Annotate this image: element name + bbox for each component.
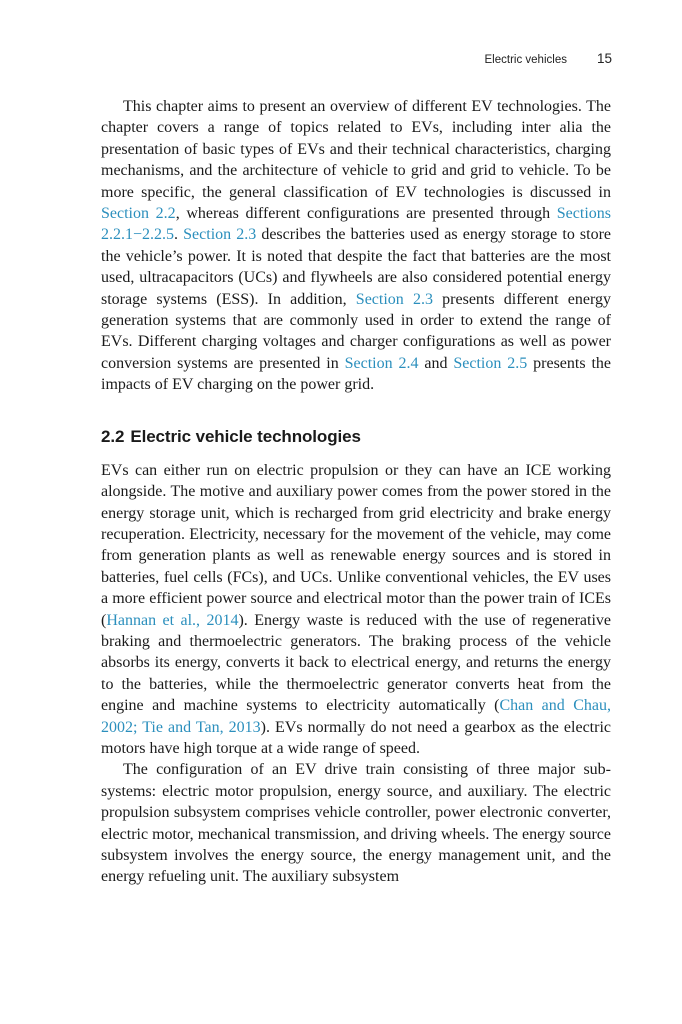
paragraph-text: ). Energy waste is reduced with the use of regenerative braking and thermoelectric generators. The braking process of the vehicle absorbs its energy, converts it back to electrical energy, and returns the energy to the batteries, while the thermoelectric generator converts heat from the engine and machine systems to electricity automatically ( [101, 611, 611, 715]
reference-link[interactable]: Section 2.3 [183, 226, 257, 244]
paragraph-text: presents different energy generation systems that are commonly used in order to extend the range of EVs. Different charging voltages and charger configurations as well as power conversion systems are presented in [101, 290, 611, 372]
paragraph-text: ). EVs normally do not need a gearbox as the electric motors have high torque at a wide range of speed. [101, 718, 612, 757]
page-number: 15 [596, 51, 612, 66]
reference-link[interactable]: Hannan et al., 2014 [106, 611, 239, 629]
running-head [485, 51, 612, 66]
reference-link[interactable]: Section 2.2 [101, 205, 176, 223]
section-heading [101, 427, 611, 447]
paragraph-text: describes the batteries used as energy storage to store the vehicle’s power. It is noted that despite the fact that batteries are the most used, ultracapacitors (UCs) and flywheels are also considered potential energy storage systems (ESS). In addition, [101, 226, 612, 308]
paragraph-ev-technologies [101, 460, 611, 760]
paragraph-text: , whereas different configurations are presented through [175, 205, 557, 223]
body-text [101, 96, 611, 888]
section-title: Electric vehicle technologies [130, 426, 361, 446]
reference-link[interactable]: Section 2.4 [344, 354, 419, 372]
paragraph-text: presents the impacts of EV charging on the power grid. [101, 354, 611, 394]
section-number: 2.2 [101, 426, 125, 446]
running-head-title: Electric vehicles [484, 54, 567, 66]
paragraph-text: The configuration of an EV drive train consisting of three major subsystems: electric motor propulsion, energy source, and auxiliary. The electric propulsion subsystem comprises vehicle controller, power electronic converter, electric motor, mechanical transmission, and driving wheels. The energy source subsystem involves the energy source, the energy management unit, and the energy refueling unit. The auxiliary subsystem [101, 761, 611, 886]
paragraph-text: This chapter aims to present an overview of different EV technologies. The chapter covers a range of topics related to EVs, including inter alia the presentation of basic types of EVs and their technical characteristics, charging mechanisms, and the architecture of vehicle to grid and grid to vehicle. To be more specific, the general classification of EV technologies is discussed in [101, 98, 611, 201]
reference-link[interactable]: Sections 2.2.1−2.2.5 [101, 205, 611, 244]
paragraph-drive-train [101, 759, 611, 887]
paragraph-text: EVs can either run on electric propulsion or they can have an ICE working alongside. The motive and auxiliary power comes from the power stored in the energy storage unit, which is recharged from grid electricity and brake energy recuperation. Electricity, necessary for the movement of the vehicle, may come from generation plants as well as renewable energy sources and is stored in batteries, fuel cells (FCs), and UCs. Unlike conventional vehicles, the EV uses a more efficient power source and electrical motor than the power train of ICEs ( [101, 461, 611, 629]
paragraph-text: . [174, 226, 184, 244]
paragraph-text: and [418, 354, 454, 372]
reference-link[interactable]: Chan and Chau, 2002; Tie and Tan, 2013 [101, 697, 611, 736]
paragraph-intro [101, 96, 611, 396]
reference-link[interactable]: Section 2.3 [355, 290, 433, 308]
reference-link[interactable]: Section 2.5 [453, 354, 528, 372]
